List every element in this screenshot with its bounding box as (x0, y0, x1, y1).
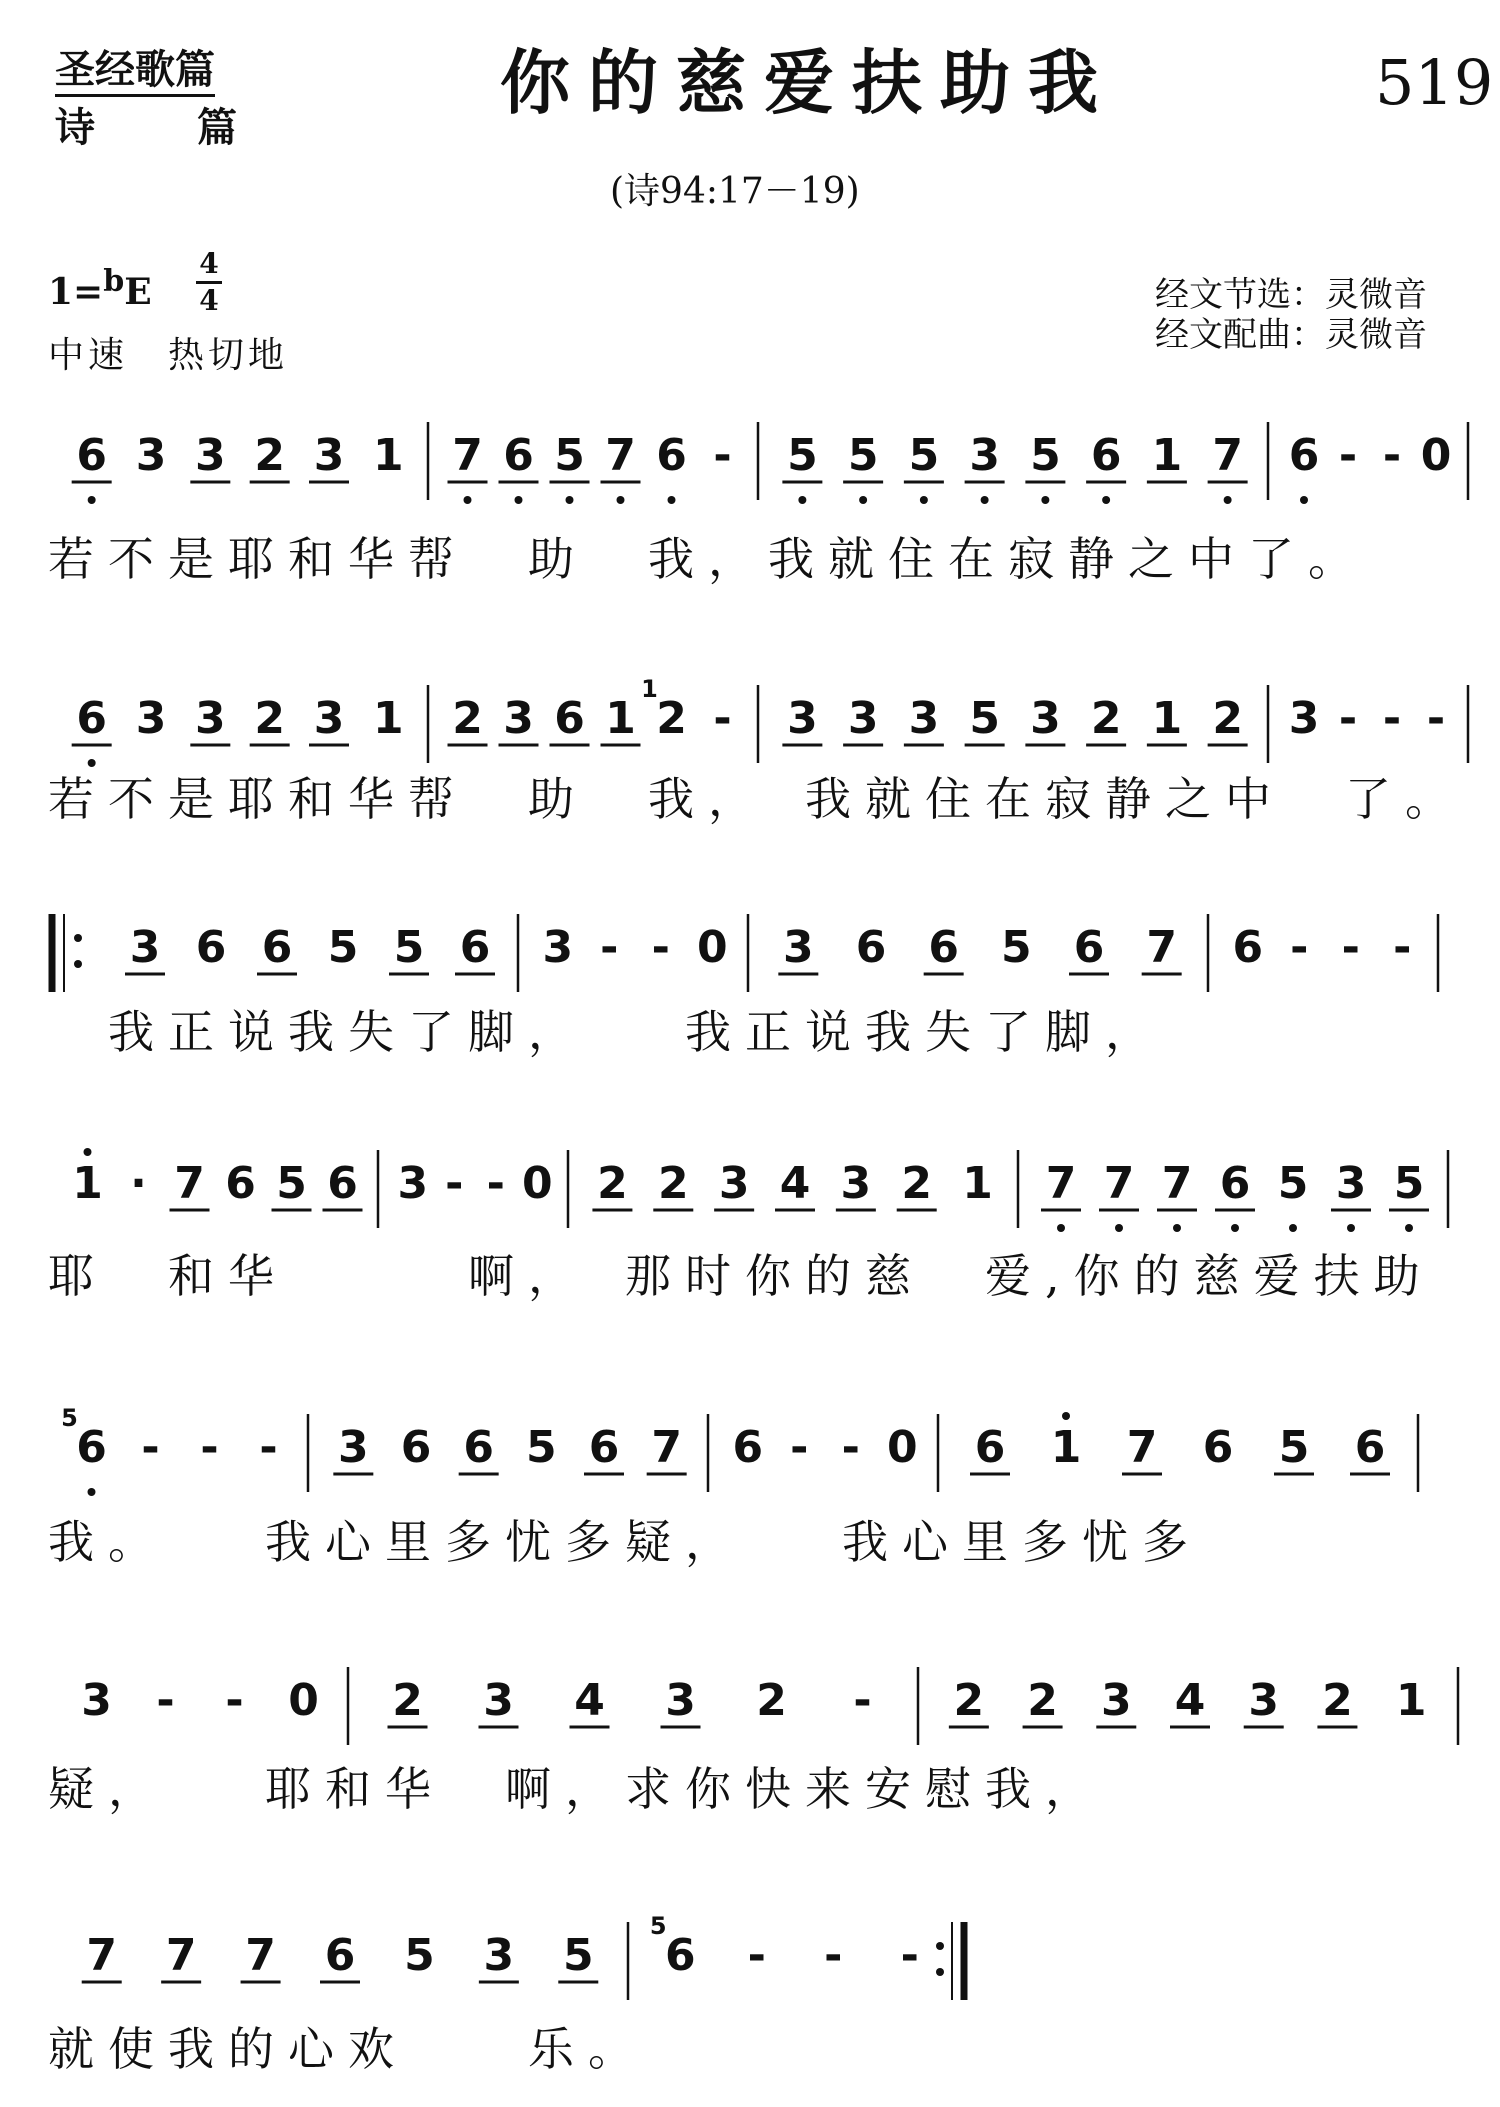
note-digit: - (1338, 430, 1358, 481)
note-digit: 2 (901, 1158, 933, 1209)
note-digit: 7 (605, 430, 636, 481)
note-digit: - (1290, 922, 1309, 973)
note-digit: 5 (393, 922, 425, 973)
note-digit: - (445, 1158, 464, 1209)
note-digit: 2 (1090, 693, 1122, 744)
note-digit: 6 (327, 1158, 358, 1209)
note-digit: 5 (969, 693, 1000, 744)
key-note: E (124, 271, 152, 313)
note-digit: 1 (373, 430, 404, 481)
note-digit: 3 (1030, 693, 1061, 744)
note-digit: 6 (732, 1422, 764, 1473)
note-digit: - (1382, 430, 1402, 481)
note-digit: 2 (656, 693, 687, 744)
low-octave-dot (920, 496, 928, 504)
note-digit: 3 (81, 1675, 112, 1726)
scripture-reference: (诗94:17－19) (610, 171, 860, 212)
note-digit: 7 (1212, 430, 1243, 481)
note-digit: 0 (521, 1158, 553, 1209)
low-octave-dot (1115, 1224, 1123, 1232)
low-octave-dot (88, 496, 96, 504)
note-digit: 3 (908, 693, 940, 744)
note-digit: 6 (1090, 430, 1122, 481)
note-digit: 3 (313, 693, 345, 744)
lyrics-line: 我正说我失了脚， 我正说我失了脚， (48, 1005, 1165, 1059)
note-digit: 6 (664, 1930, 696, 1981)
note-digit: - (1341, 922, 1360, 973)
grace-note: 1 (641, 675, 658, 703)
note-digit: 7 (651, 1422, 682, 1473)
note-digit: 0 (886, 1422, 918, 1473)
note-digit: 5 (1393, 1158, 1425, 1209)
note-digit: - (1382, 693, 1402, 744)
note-digit: · (130, 1158, 147, 1209)
note-digit: 5 (908, 430, 940, 481)
note-digit: 1 (72, 1158, 103, 1209)
note-digit: 6 (324, 1930, 356, 1981)
note-digit: 6 (1354, 1422, 1386, 1473)
low-octave-dot (464, 496, 472, 504)
note-digit: 7 (174, 1158, 205, 1209)
lyrics-line: 就使我的心欢 乐。 (48, 2022, 648, 2076)
lyrics-line: 疑， 耶和华 啊，求你快来安慰我， (48, 1762, 1105, 1816)
note-digit: - (1393, 922, 1412, 973)
repeat-dot (936, 1968, 944, 1976)
note-digit: 6 (1219, 1158, 1251, 1209)
note-digit: 6 (554, 693, 585, 744)
note-digit: 0 (696, 922, 728, 973)
note-digit: 3 (135, 693, 167, 744)
note-digit: 3 (665, 1675, 696, 1726)
repeat-dot (74, 960, 82, 968)
note-digit: 2 (392, 1675, 423, 1726)
key-flat: b (103, 264, 125, 299)
high-octave-dot (84, 1148, 92, 1156)
note-digit: 6 (463, 1422, 494, 1473)
note-digit: 7 (1146, 922, 1177, 973)
note-digit: 1 (1151, 693, 1183, 744)
note-digit: 6 (400, 1422, 432, 1473)
meter-top: 4 (199, 247, 219, 280)
note-digit: 4 (574, 1675, 605, 1726)
note-digit: 3 (483, 1675, 514, 1726)
note-digit: 3 (787, 693, 818, 744)
note-digit: 5 (526, 1422, 557, 1473)
note-digit: 5 (327, 922, 359, 973)
note-digit: 6 (459, 922, 491, 973)
lyrics-line: 若不是耶和华帮 助 我，我就住在寂静之中了。 (48, 532, 1368, 586)
note-digit: 5 (1277, 1158, 1309, 1209)
grace-note: 5 (649, 1912, 667, 1940)
note-digit: 2 (1322, 1675, 1353, 1726)
grace-note: 5 (61, 1404, 78, 1432)
note-digit: 6 (76, 1422, 107, 1473)
meter-bottom: 4 (199, 284, 219, 317)
note-digit: - (790, 1422, 809, 1473)
note-digit: 6 (974, 1422, 1006, 1473)
low-octave-dot (1102, 496, 1110, 504)
low-octave-dot (1300, 496, 1308, 504)
hymn-title: 你的慈爱扶助我 (500, 41, 1116, 124)
subcategory-char: 诗 (55, 104, 95, 151)
note-digit: 3 (840, 1158, 872, 1209)
note-digit: 6 (225, 1158, 256, 1209)
credit-music: 经文配曲：灵微音 (1155, 315, 1427, 355)
note-digit: 1 (1050, 1422, 1082, 1473)
note-digit: 5 (1001, 922, 1032, 973)
note-digit: - (600, 922, 619, 973)
note-digit: 3 (1288, 693, 1320, 744)
note-digit: 1 (605, 693, 636, 744)
note-digit: 7 (452, 430, 483, 481)
note-digit: 3 (313, 430, 345, 481)
page-number: 519 (1375, 46, 1494, 119)
lyrics-line: 我。 我心里多忧多疑， 我心里多忧多 (48, 1515, 1202, 1569)
hymn-category: 圣经歌篇 (55, 46, 215, 97)
note-digit: 3 (847, 693, 879, 744)
note-digit: 3 (195, 430, 226, 481)
note-digit: 6 (1288, 430, 1320, 481)
note-digit: 6 (195, 922, 227, 973)
note-digit: 2 (254, 693, 285, 744)
note-digit: 5 (562, 1930, 594, 1981)
note-digit: 6 (1073, 922, 1105, 973)
high-octave-dot (1062, 1412, 1070, 1420)
note-digit: 3 (195, 693, 226, 744)
note-digit: 6 (656, 430, 687, 481)
note-digit: 3 (135, 430, 167, 481)
low-octave-dot (981, 496, 989, 504)
note-digit: 3 (783, 922, 814, 973)
low-octave-dot (1057, 1224, 1065, 1232)
low-octave-dot (88, 759, 96, 767)
note-digit: 3 (397, 1158, 429, 1209)
note-digit: 3 (1100, 1675, 1132, 1726)
note-digit: 6 (76, 693, 107, 744)
note-digit: 3 (483, 1930, 515, 1981)
repeat-dot (936, 1942, 944, 1950)
note-digit: - (225, 1675, 244, 1726)
note-digit: - (486, 1158, 505, 1209)
note-digit: 2 (254, 430, 285, 481)
note-digit: 3 (718, 1158, 750, 1209)
note-digit: 7 (86, 1930, 118, 1981)
subcategory-char: 篇 (197, 104, 237, 151)
note-digit: 1 (373, 693, 404, 744)
note-digit: 5 (404, 1930, 435, 1981)
note-digit: 6 (261, 922, 293, 973)
low-octave-dot (617, 496, 625, 504)
note-digit: - (200, 1422, 219, 1473)
note-digit: 1 (1151, 430, 1183, 481)
note-digit: 2 (452, 693, 483, 744)
note-digit: - (824, 1930, 843, 1981)
note-digit: 5 (787, 430, 818, 481)
key-prefix: 1= (48, 271, 104, 313)
tempo-marking: 中速 热切地 (48, 335, 289, 376)
note-digit: 6 (588, 1422, 620, 1473)
note-digit: 7 (1103, 1158, 1135, 1209)
note-digit: 2 (1027, 1675, 1058, 1726)
note-digit: 6 (76, 430, 107, 481)
low-octave-dot (668, 496, 676, 504)
note-digit: - (156, 1675, 175, 1726)
low-octave-dot (88, 1488, 96, 1496)
note-digit: 5 (1030, 430, 1061, 481)
lyrics-line: 若不是耶和华帮 助 我， 我就住在寂静之中 了。 (48, 772, 1465, 826)
low-octave-dot (1173, 1224, 1181, 1232)
note-digit: - (713, 693, 732, 744)
note-digit: 7 (165, 1930, 197, 1981)
note-digit: 2 (597, 1158, 628, 1209)
note-digit: - (713, 430, 732, 481)
low-octave-dot (859, 496, 867, 504)
low-octave-dot (515, 496, 523, 504)
note-digit: 2 (657, 1158, 689, 1209)
note-digit: - (259, 1422, 278, 1473)
note-digit: 3 (1248, 1675, 1280, 1726)
note-digit: 7 (1045, 1158, 1077, 1209)
note-digit: - (747, 1930, 766, 1981)
lyrics-line: 耶 和华 啊， 那时你的慈 爱,你的慈爱扶助 (48, 1249, 1434, 1303)
low-octave-dot (798, 496, 806, 504)
low-octave-dot (1289, 1224, 1297, 1232)
note-digit: - (141, 1422, 160, 1473)
note-digit: 2 (1212, 693, 1243, 744)
note-digit: 0 (1420, 430, 1452, 481)
low-octave-dot (1347, 1224, 1355, 1232)
note-digit: 5 (276, 1158, 307, 1209)
note-digit: 6 (1232, 922, 1264, 973)
low-octave-dot (566, 496, 574, 504)
note-digit: - (1338, 693, 1358, 744)
note-digit: 3 (969, 430, 1000, 481)
note-digit: 2 (953, 1675, 985, 1726)
note-digit: 1 (1395, 1675, 1427, 1726)
note-digit: 3 (503, 693, 534, 744)
note-digit: 6 (855, 922, 887, 973)
note-digit: 3 (129, 922, 161, 973)
note-digit: 4 (1174, 1675, 1206, 1726)
note-digit: 3 (542, 922, 574, 973)
note-digit: 2 (756, 1675, 787, 1726)
low-octave-dot (1224, 496, 1232, 504)
note-digit: 6 (1202, 1422, 1234, 1473)
note-digit: 5 (1278, 1422, 1310, 1473)
low-octave-dot (1041, 496, 1049, 504)
note-digit: 7 (1126, 1422, 1158, 1473)
repeat-dot (74, 934, 82, 942)
note-digit: - (841, 1422, 860, 1473)
credit-lyrics: 经文节选：灵微音 (1155, 275, 1427, 315)
note-digit: 1 (962, 1158, 993, 1209)
note-digit: 5 (554, 430, 585, 481)
note-digit: 0 (288, 1675, 319, 1726)
low-octave-dot (1231, 1224, 1239, 1232)
note-digit: - (853, 1675, 872, 1726)
note-digit: 6 (928, 922, 959, 973)
note-digit: 3 (1335, 1158, 1367, 1209)
note-digit: - (900, 1930, 919, 1981)
low-octave-dot (1405, 1224, 1413, 1232)
note-digit: 6 (503, 430, 534, 481)
note-digit: 7 (1161, 1158, 1193, 1209)
note-digit: 3 (338, 1422, 369, 1473)
note-digit: - (651, 922, 670, 973)
note-digit: - (1426, 693, 1446, 744)
note-digit: 5 (847, 430, 879, 481)
note-digit: 4 (779, 1158, 811, 1209)
note-digit: 7 (245, 1930, 276, 1981)
